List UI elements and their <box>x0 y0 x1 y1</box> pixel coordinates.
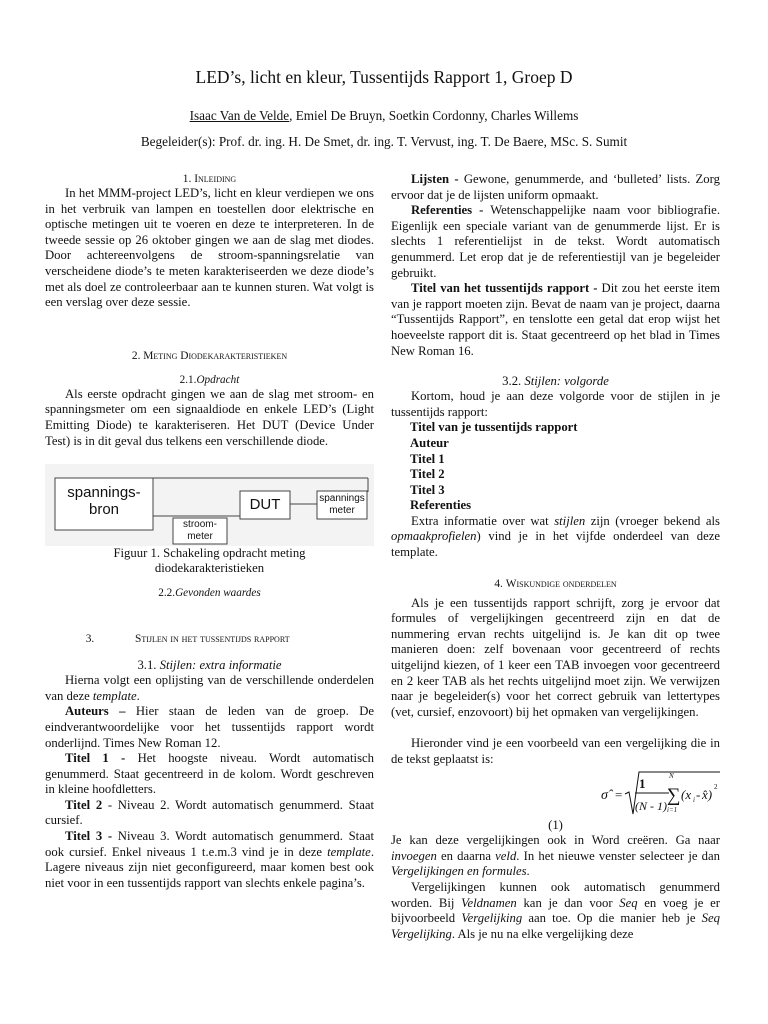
title1-style-paragraph <box>45 751 374 798</box>
equation-block <box>391 768 720 818</box>
order-item: Titel 3 <box>410 482 445 497</box>
source-label <box>55 484 153 518</box>
other-authors: , Emiel De Bruyn, Soetkin Cordonny, Charles Willems <box>289 108 579 123</box>
right-column <box>391 172 720 942</box>
text: Vergelijkingen kunnen ook automatisch genummerd worden. Bij <box>391 879 720 910</box>
math-paragraph-3 <box>391 833 720 880</box>
text-italic: template <box>92 688 137 703</box>
text: . <box>526 864 530 879</box>
math-paragraph-1: Als je een tussentijds rapport schrijft, zorg je ervoor dat formules of vergelijkingen gecentreerd zijn en dat de nummering ervan rechts uitgelijnd is. Je kan dit op twee manieren doen: zelf bovenaan voor gecentreerd of rechts uitgelijnd kiezen, of 1 keer een TAB invoegen voor gecentreerd en 2 keer TAB als het rechts uitgelijnd moet zijn. We verwijzen naar je begeleider(s) voor het correct gebruik van lettertypes (vet, cursief, enzovoort) bij het opmaken van vergelijkingen. <box>391 595 720 719</box>
section-title: Wiskundige onderdelen <box>505 577 617 590</box>
style-label: Referenties - <box>411 203 484 218</box>
subsection-number: 2.2. <box>158 587 176 600</box>
order-item: Titel 1 <box>410 451 445 466</box>
styles-intro-paragraph <box>45 673 374 704</box>
subsection-title: Gevonden waardes <box>175 587 261 600</box>
style-description: Hier staan de leden van de groep. De eindverantwoordelijke voor het tussentijds rapport wordt onderlijnd. Times New Roman 12. <box>45 704 374 750</box>
figure-caption <box>45 546 374 576</box>
style-description: - Niveau 2. Wordt automatisch genummerd. Staat cursief. <box>45 797 375 828</box>
text-italic: opmaakprofielen <box>391 529 477 544</box>
text-italic: template <box>327 844 371 859</box>
style-description: Het hoogste niveau. Wordt automatisch genummerd. Staat gecentreerd in de kolom. Wordt geschreven in kleine hoofdletters. <box>45 751 374 797</box>
math-paragraph-4 <box>391 880 720 942</box>
text-italic: Seq <box>619 895 638 910</box>
order-item: Auteur <box>410 435 449 450</box>
subsection-number: 3.1. <box>137 658 160 673</box>
text-italic: Vergelijkingen en formules <box>391 864 527 879</box>
section-heading-3 <box>45 632 374 646</box>
order-intro-paragraph: Kortom, houd je aan deze volgorde voor de stijlen in je tussentijds rapport: <box>391 389 720 419</box>
square-exponent: 2 <box>714 782 718 791</box>
responsible-author: Isaac Van de Velde <box>189 108 290 123</box>
fraction-denominator: (N - 1) <box>635 798 667 813</box>
sum-upper-limit: N <box>669 771 674 780</box>
section-heading-4 <box>391 577 720 591</box>
style-label: Lijsten - <box>411 172 459 186</box>
text: en daarna <box>436 848 496 863</box>
subsection-number: 3.2. <box>502 374 525 389</box>
style-description: . Lagere niveaus zijn niet geconfigureerd, maar komen best ook niet voor in een tussentijds rapport van slechts enkele pagina’s. <box>45 844 374 890</box>
text: ) vind je in het vijfde onderdeel van deze template. <box>391 529 720 560</box>
std-dev-equation <box>391 768 720 818</box>
left-column <box>45 172 374 891</box>
section-title: Stijlen in het tussentijds rapport <box>135 633 290 646</box>
section-number: 1. <box>182 173 195 185</box>
subsection-number: 2.1. <box>179 373 197 386</box>
subsection-title: Opdracht <box>196 373 240 386</box>
sigma-hat-symbol: σ̂ <box>601 787 608 803</box>
equation-number: (1) <box>548 817 563 832</box>
voltmeter-label <box>317 493 367 517</box>
ammeter-label-line: stroom- <box>183 519 217 531</box>
style-description: Dit zou het eerste item van je rapport moeten zijn. Bevat de naam van je project, daarna “Tussentijds Rapport”, en tenslotte een getal dat erop wijst het hoeveelste rapport dit is. Staat gecentreerd op het blad in Times New Roman 16. <box>391 281 720 358</box>
report-title: LED’s, licht en kleur, Tussentijds Rapport 1, Groep D <box>195 67 573 87</box>
ammeter-label-line: meter <box>187 531 213 543</box>
report-title-style-paragraph <box>391 281 720 359</box>
text-italic: invoegen <box>391 848 437 863</box>
authors-style-paragraph <box>45 704 374 751</box>
subsection-heading-3-1 <box>45 658 374 673</box>
text-italic: Vergelijking <box>461 911 523 926</box>
dut-label: DUT <box>249 496 281 514</box>
math-paragraph-2: Hieronder vind je een voorbeeld van een vergelijking die in de tekst geplaatst is: <box>391 736 720 766</box>
voltmeter-label-line: spannings <box>319 493 365 505</box>
text: . In het nieuwe venster selecteer je dan <box>516 848 720 863</box>
fraction-numerator: 1 <box>639 775 646 791</box>
text: Je kan deze vergelijkingen ook in Word creëren. Ga naar <box>391 833 720 848</box>
section-number: 3. <box>85 633 95 646</box>
lists-style-paragraph <box>391 172 720 203</box>
title3-style-paragraph <box>45 829 374 891</box>
text: Hierna volgt een oplijsting van de verschillende onderdelen van deze <box>45 673 374 703</box>
text: aan toe. Op die manier heb je <box>522 911 702 926</box>
text: . <box>136 688 140 703</box>
subsection-heading-2-1 <box>45 373 374 387</box>
style-label: Titel van het tussentijds rapport - <box>411 281 598 296</box>
text: kan je dan voor <box>516 895 620 910</box>
style-label: Titel 3 - <box>65 829 113 844</box>
subsection-title: Stijlen: volgorde <box>524 374 609 389</box>
order-item: Titel van je tussentijds rapport <box>410 420 578 435</box>
assignment-paragraph: Als eerste opdracht gingen we aan de slag met stroom- en spanningsmeter om een signaaldiode en enkele LED’s (Light Emitting Diode) te karakteriseren. Het DUT (Device Under Test) is in dit geval dus telkens een verschillende diode. <box>45 386 374 448</box>
order-item: Referenties <box>410 498 472 513</box>
text: . Als je nu na elke vergelijking deze <box>451 926 634 941</box>
intro-paragraph: In het MMM-project LED’s, licht en kleur verdiepen we ons in het verbruik van lampen en toestellen door elektrische en optische metingen uit te voeren en deze te interpreteren. In de tweede sessie op 26 oktober gingen we aan de slag met diodes. Door achtereenvolgens de stroom-spanningsrelatie van verscheidene diode’s te meten karakteriseerden we deze diode’s met als doel ze controleerbaar aan te kunnen sturen. Wat volgt is een verslag over deze sessie. <box>45 186 374 310</box>
style-description: Niveau 3. Wordt automatisch genummerd. Staat ook cursief. Enkel niveaus 1 t.e.m.3 vind je in deze <box>45 829 374 859</box>
style-description: Wetenschappelijke naam voor bibliografie. Eigenlijk een speciale variant van de genummerde lijst. Er is slechts 1 referentielijst in de tekst. Wordt automatisch genummerd. Let erop dat je de referentiestijl van je begeleider gebruikt. <box>391 203 720 280</box>
equals-sign: = <box>615 786 623 802</box>
text: en voeg je er bijvoorbeeld <box>391 895 720 926</box>
style-label: Auteurs – <box>65 704 126 719</box>
section-title: Inleiding <box>194 173 237 185</box>
ammeter-label <box>173 519 227 543</box>
source-label-line: bron <box>88 501 120 519</box>
sum-term-index: i <box>693 795 695 804</box>
extra-info-paragraph <box>391 514 720 561</box>
caption-line: diodekarakteristieken <box>154 561 265 576</box>
subsection-title: Stijlen: extra informatie <box>159 658 282 673</box>
section-heading-1 <box>45 172 374 186</box>
supervisors-line: Begeleider(s): Prof. dr. ing. H. De Smet, dr. ing. T. Vervust, ing. T. De Baere, MSc. S. Sumit <box>140 134 628 149</box>
section-title: Meting Diodekarakteristieken <box>143 349 288 362</box>
order-item: Titel 2 <box>410 467 445 482</box>
circuit-figure <box>45 464 374 546</box>
style-label: Titel 2 <box>65 797 103 812</box>
sum-term: (x <box>681 786 692 802</box>
sum-lower-limit: i=1 <box>667 805 678 814</box>
text-italic: Veldnamen <box>461 895 517 910</box>
section-heading-2 <box>45 349 374 363</box>
style-description: Gewone, genummerde, and ‘bulleted’ lists. Zorg ervoor dat je de lijsten uniform opmaakt. <box>391 172 720 202</box>
source-label-line: spannings- <box>67 484 141 502</box>
mean-term: x̂) <box>702 786 713 802</box>
text-italic: Seq Vergelijking <box>391 911 720 941</box>
references-style-paragraph <box>391 203 720 281</box>
text: Extra informatie over wat <box>411 513 555 528</box>
text-italic: veld <box>495 848 517 863</box>
subsection-heading-2-2 <box>45 586 374 600</box>
text-italic: stijlen <box>554 513 586 528</box>
text: zijn (vroeger bekend als <box>585 513 720 528</box>
authors-line <box>0 108 768 124</box>
section-number: 2. <box>131 349 144 362</box>
section-number: 4. <box>494 577 506 590</box>
title2-style-paragraph <box>45 798 374 829</box>
minus-sign: - <box>696 786 701 802</box>
sum-symbol: ∑ <box>667 784 681 806</box>
caption-line: Figuur 1. Schakeling opdracht meting <box>113 546 306 561</box>
voltmeter-label-line: meter <box>329 505 355 517</box>
subsection-heading-3-2 <box>391 374 720 389</box>
style-label: Titel 1 - <box>65 751 126 766</box>
